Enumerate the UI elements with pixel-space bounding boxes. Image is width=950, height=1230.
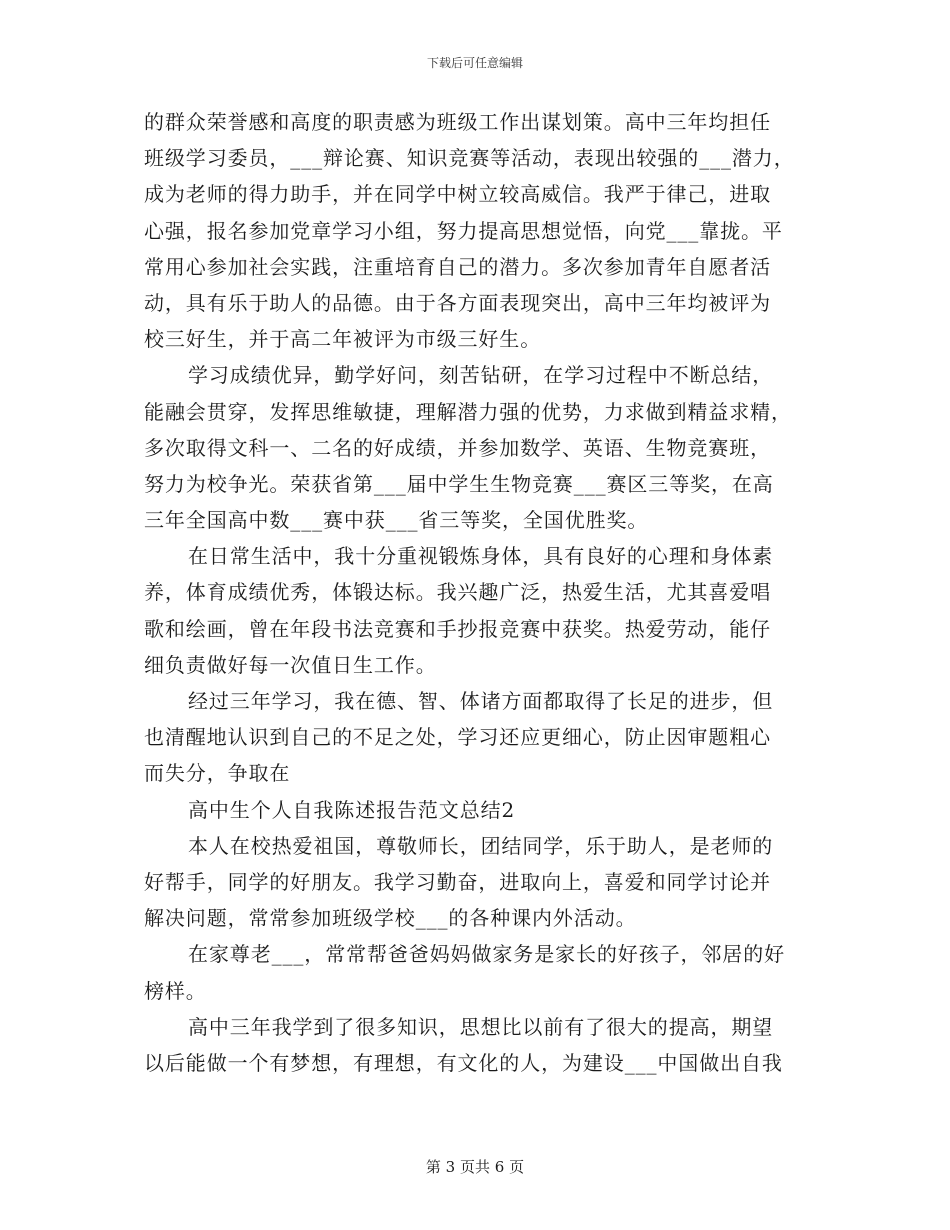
paragraph-start-line: 本人在校热爱祖国，尊敬师长，团结同学，乐于助人，是老师的 xyxy=(188,833,774,858)
text-line: 的群众荣誉感和高度的职责感为班级工作出谋划策。高中三年均担任 xyxy=(144,110,771,134)
text-line: 榜样。 xyxy=(144,978,207,1003)
paragraph-start-line: 在日常生活中，我十分重视锻炼身体，具有良好的心理和身体素 xyxy=(188,544,774,569)
text-line: 歌和绘画，曾在年段书法竞赛和手抄报竞赛中获奖。热爱劳动，能仔 xyxy=(144,616,771,641)
text-line: 能融会贯穿，发挥思维敏捷，理解潜力强的优势，力求做到精益求精， xyxy=(144,399,792,424)
text-line: 养，体育成绩优秀，体锻达标。我兴趣广泛，热爱生活，尤其喜爱唱 xyxy=(144,580,771,605)
text-line: 解决问题，常常参加班级学校___的各种课内外活动。 xyxy=(144,906,637,931)
text-line: 努力为校争光。荣获省第___届中学生生物竞赛___赛区三等奖，在高 xyxy=(144,471,774,496)
paragraph-start-line: 在家尊老___，常常帮爸爸妈妈做家务是家长的好孩子，邻居的好 xyxy=(188,942,785,967)
text-line: 也清醒地认识到自己的不足之处，学习还应更细心，防止因审题粗心 xyxy=(144,725,771,750)
text-line: 细负责做好每一次值日生工作。 xyxy=(144,652,437,677)
text-line: 成为老师的得力助手，并在同学中树立较高威信。我严于律己，进取 xyxy=(144,182,771,207)
text-line: 多次取得文科一、二名的好成绩，并参加数学、英语、生物竞赛班， xyxy=(144,435,771,460)
page-footer: 第 3 页共 6 页 xyxy=(425,1158,525,1176)
text-line: 以后能做一个有梦想，有理想，有文化的人，为建设___中国做出自我 xyxy=(144,1050,783,1075)
text-line: 校三好生，并于高二年被评为市级三好生。 xyxy=(144,327,542,352)
paragraph-start-line: 学习成绩优异，勤学好问，刻苦钻研，在学习过程中不断总结， xyxy=(188,363,774,388)
paragraph-start-line: 经过三年学习，我在德、智、体诸方面都取得了长足的进步，但 xyxy=(188,689,774,713)
text-line: 班级学习委员，___辩论赛、知识竞赛等活动，表现出较强的___潜力， xyxy=(144,146,795,171)
page-header: 下载后可任意编辑 xyxy=(426,56,523,70)
text-line: 三年全国高中数___赛中获___省三等奖，全国优胜奖。 xyxy=(144,508,649,533)
section-title: 高中生个人自我陈述报告范文总结2 xyxy=(188,797,516,822)
text-line: 心强，报名参加党章学习小组，努力提高思想觉悟，向党___靠拢。平 xyxy=(144,218,783,243)
text-line: 好帮手，同学的好朋友。我学习勤奋，进取向上，喜爱和同学讨论并 xyxy=(144,869,771,894)
paragraph-start-line: 高中三年我学到了很多知识，思想比以前有了很大的提高，期望 xyxy=(188,1014,774,1039)
document-body xyxy=(144,104,810,1081)
text-line: 动，具有乐于助人的品德。由于各方面表现突出，高中三年均被评为 xyxy=(144,290,771,315)
text-line: 常用心参加社会实践，注重培育自己的潜力。多次参加青年自愿者活 xyxy=(144,254,771,279)
text-line: 而失分，争取在 xyxy=(144,761,291,786)
